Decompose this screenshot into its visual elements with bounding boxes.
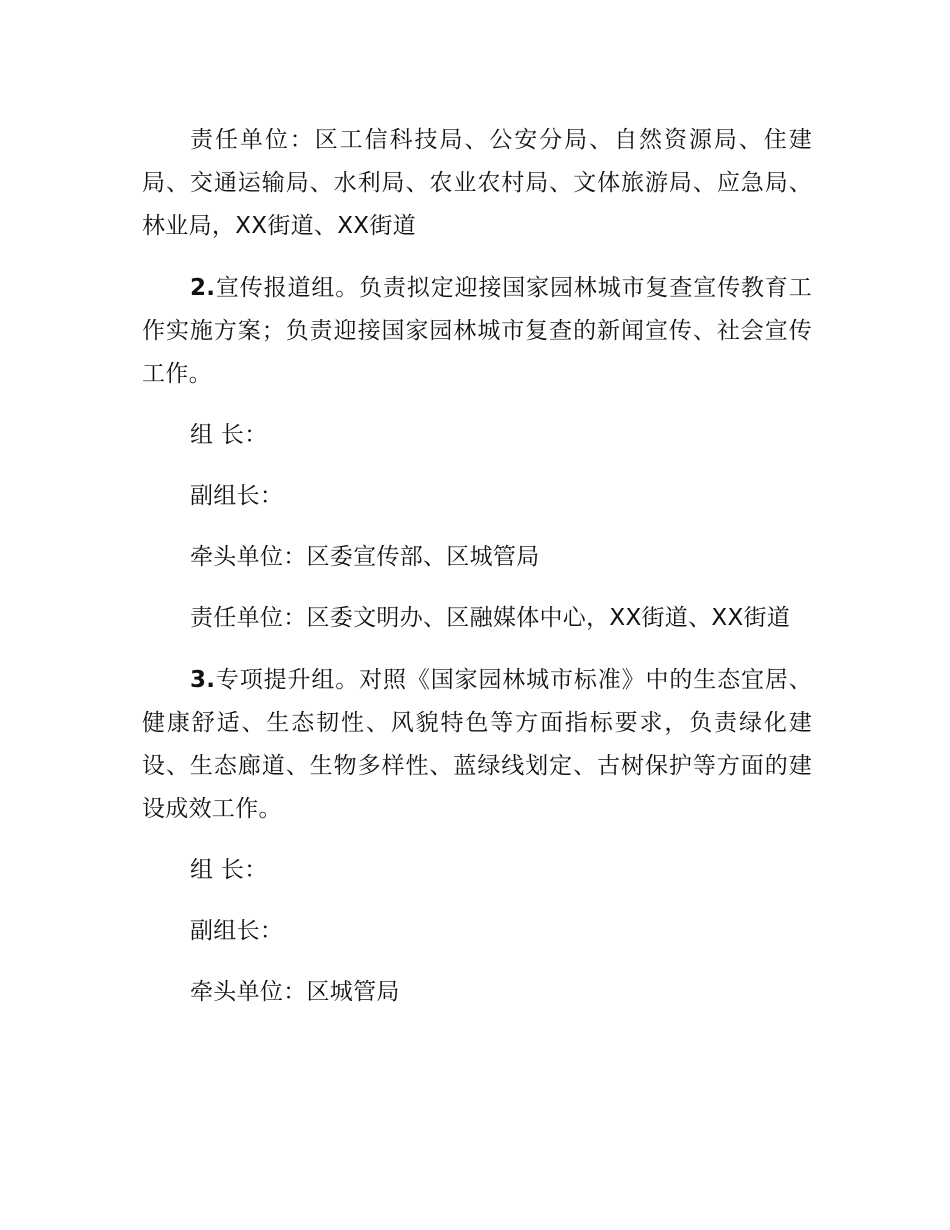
- section-2-paragraph: [142, 267, 812, 396]
- group-leader-line-1: 组 长：: [190, 422, 268, 448]
- deputy-leader-line-1: 副组长：: [190, 483, 284, 509]
- lead-unit-line-1: 牵头单位：区委宣传部、区城管局: [190, 544, 540, 570]
- responsible-units-paragraph-2: 责任单位：区委文明办、区融媒体中心，XX街道、XX街道: [190, 605, 791, 631]
- responsible-units-paragraph-1: 责任单位：区工信科技局、公安分局、自然资源局、住建局、交通运输局、水利局、农业农村局、文体旅游局、应急局、林业局，XX街道、XX街道: [142, 127, 812, 239]
- section-2-number: 2.: [190, 275, 216, 301]
- section-3-paragraph: [142, 659, 812, 831]
- lead-unit-line-2: 牵头单位：区城管局: [190, 979, 400, 1005]
- group-leader-line-2: 组 长：: [190, 857, 268, 883]
- document-page: [142, 119, 812, 1014]
- section-2-text: 宣传报道组。负责拟定迎接国家园林城市复查宣传教育工作实施方案；负责迎接国家园林城市复查的新闻宣传、社会宣传工作。: [142, 275, 812, 387]
- section-3-text: 专项提升组。对照《国家园林城市标准》中的生态宜居、健康舒适、生态韧性、风貌特色等方面指标要求，负责绿化建设、生态廊道、生物多样性、蓝绿线划定、古树保护等方面的建设成效工作。: [142, 667, 812, 822]
- section-3-number: 3.: [190, 667, 216, 693]
- deputy-leader-line-2: 副组长：: [190, 918, 284, 944]
